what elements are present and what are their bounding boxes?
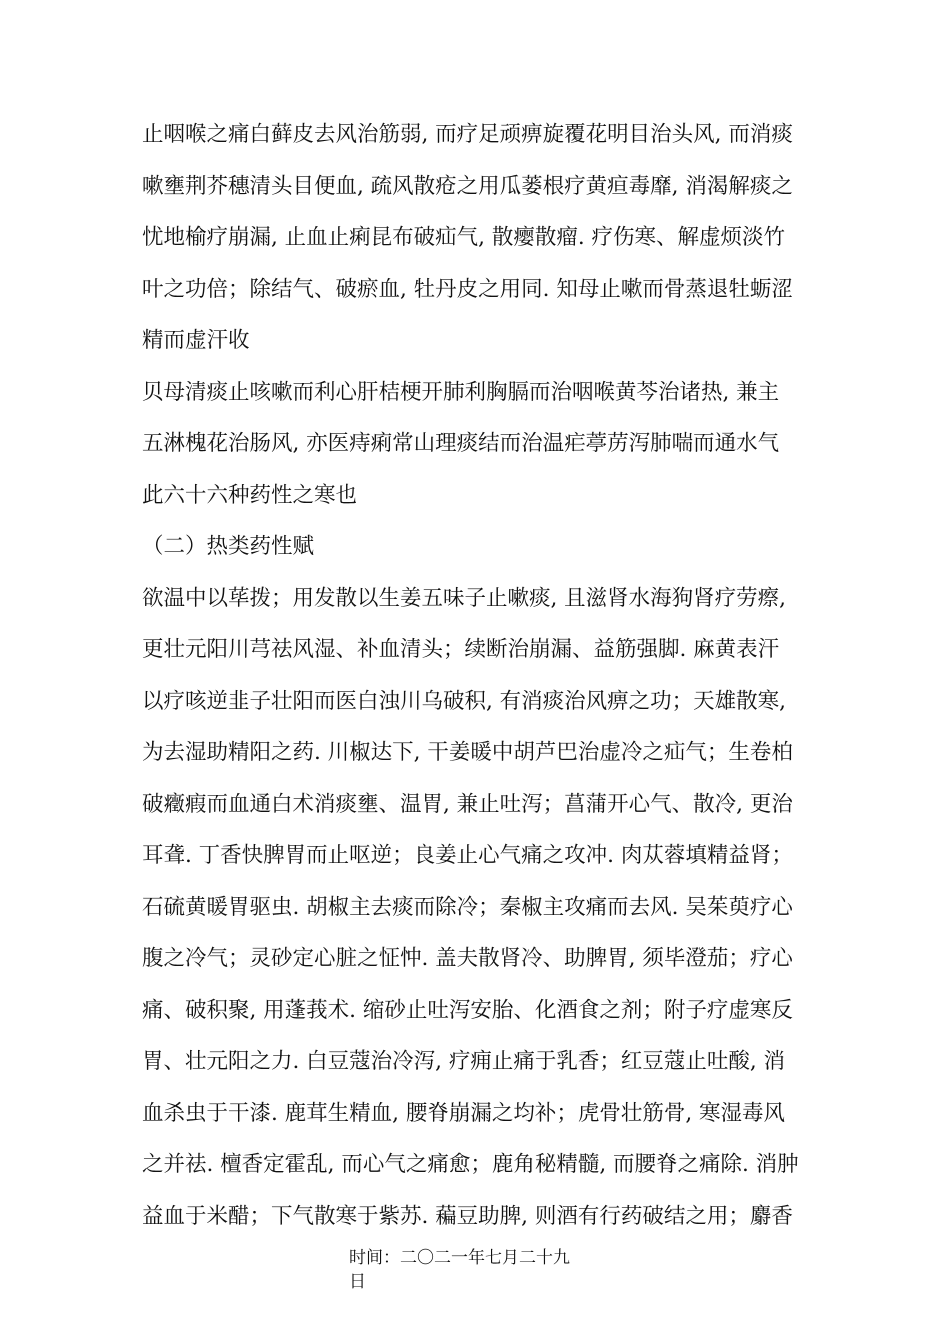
text-line: 嗽壅荆芥穗清头目便血, 疏风散疮之用瓜蒌根疗黄疸毒靡, 消渴解痰之 [142,173,793,199]
text-line: 止咽喉之痛白藓皮去风治筋弱, 而疗足顽痹旋覆花明目治头风, 而消痰 [142,122,793,147]
section-heading: （二）热类药性赋 [142,534,315,559]
text-line: 益血于米醋；下气散寒于紫苏. 藊豆助脾, 则酒有行药破结之用；麝香 [142,1203,793,1229]
footer-date [349,1246,609,1294]
footer-date-line: 日 [349,1272,366,1292]
text-line: 五淋槐花治肠风, 亦医痔痢常山理痰结而治温疟葶苈泻肺喘而通水气 [142,431,780,456]
text-line: 耳聋. 丁香快脾胃而止呕逆；良姜止心气痛之攻冲. 肉苁蓉填精益肾； [142,843,793,868]
text-line: 更壮元阳川芎祛风湿、补血清头；续断治崩漏、益筋强脚. 麻黄表汗 [142,637,780,662]
text-line: 胃、壮元阳之力. 白豆蔻治冷泻, 疗痈止痛于乳香；红豆蔻止吐酸, 消 [142,1049,786,1074]
text-line: 石硫黄暖胃驱虫. 胡椒主去痰而除冷；秦椒主攻痛而去风. 吴茱萸疗心 [142,894,793,920]
text-line: 以疗咳逆韭子壮阳而医白浊川乌破积, 有消痰治风痹之功；天雄散寒, [142,688,787,714]
text-line: 此六十六种药性之寒也 [142,482,358,508]
text-line: 腹之冷气；灵砂定心脏之怔忡. 盖夫散肾冷、助脾胃, 须毕澄茄；疗心 [142,946,793,971]
text-line: 欲温中以荜拨；用发散以生姜五味子止嗽痰, 且滋肾水海狗肾疗劳瘵, [142,585,787,611]
text-line: 忧地榆疗崩漏, 止血止痢昆布破疝气, 散瘿散瘤. 疗伤寒、解虚烦淡竹 [142,225,786,250]
text-line: 血杀虫于干漆. 鹿茸生精血, 腰脊崩漏之均补；虎骨壮筋骨, 寒湿毒风 [142,1100,786,1126]
text-line: 破癥瘕而血通白术消痰壅、温胃, 兼止吐泻；菖蒲开心气、散冷, 更治 [142,791,793,817]
text-line: 叶之功倍；除结气、破瘀血, 牡丹皮之用同. 知母止嗽而骨蒸退牡蛎涩 [142,276,793,302]
footer-date-line: 时间：二〇二一年七月二十九 [349,1248,570,1268]
text-line: 之并祛. 檀香定霍乱, 而心气之痛愈；鹿角秘精髓, 而腰脊之痛除. 消肿 [142,1152,799,1177]
text-line: 精而虚汗收 [142,328,250,353]
text-line: 贝母清痰止咳嗽而利心肝桔梗开肺利胸膈而治咽喉黄芩治诸热, 兼主 [142,379,780,405]
text-line: 为去湿助精阳之药. 川椒达下, 干姜暖中胡芦巴治虚冷之疝气；生卷柏 [142,740,793,765]
text-line: 痛、破积聚, 用蓬莪术. 缩砂止吐泻安胎、化酒食之剂；附子疗虚寒反 [142,997,793,1023]
document-body [142,109,814,1242]
